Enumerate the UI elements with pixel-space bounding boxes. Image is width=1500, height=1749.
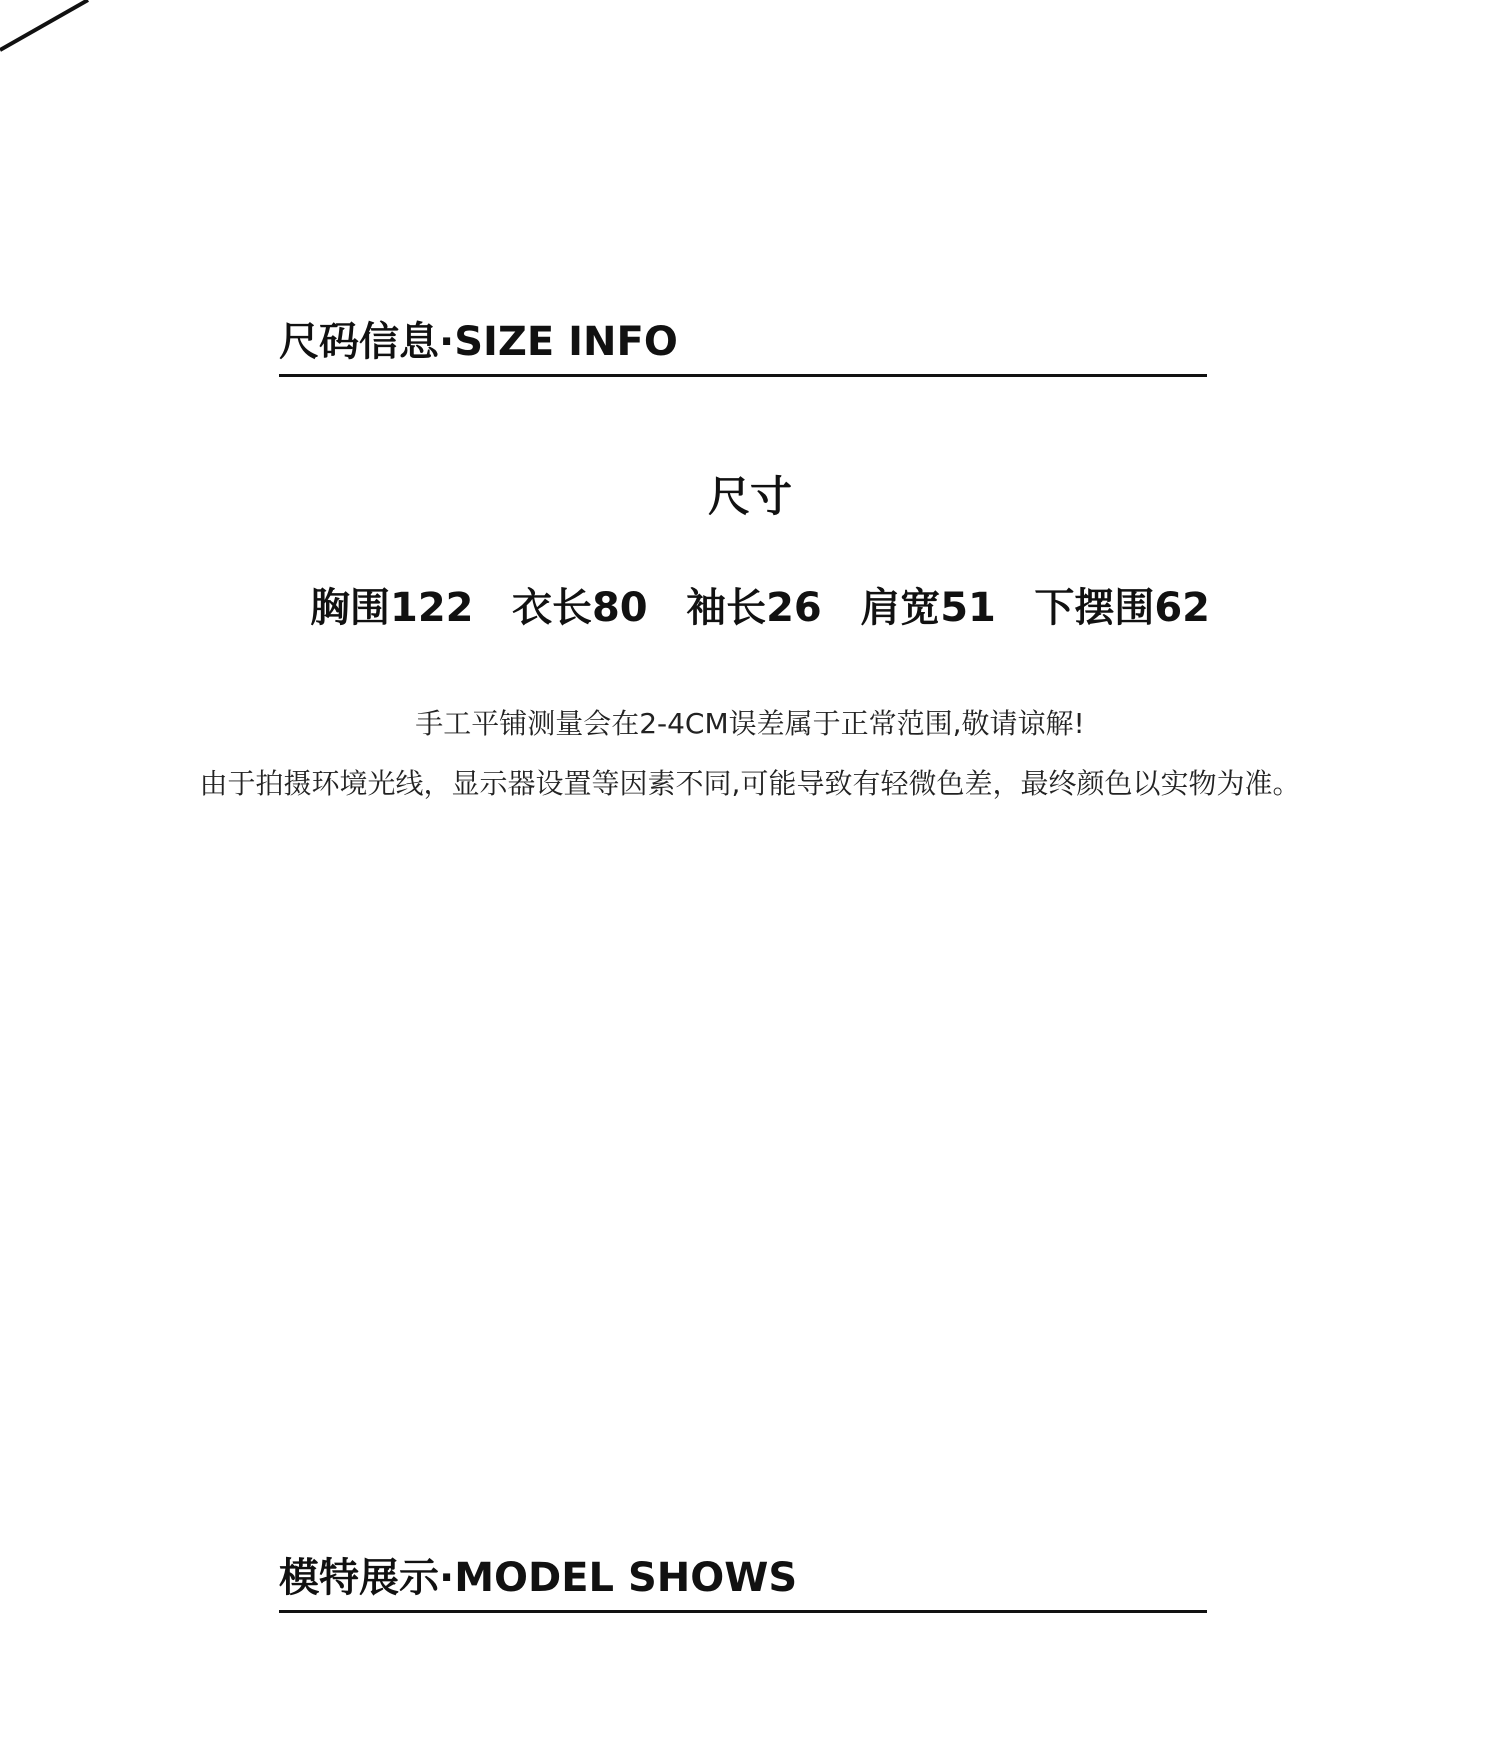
model-shows-divider bbox=[279, 1610, 1207, 1613]
measurement-sleeve: 袖长26 bbox=[686, 585, 822, 631]
measurement-shoulder: 肩宽51 bbox=[860, 585, 996, 631]
measurement-length: 衣长80 bbox=[511, 585, 648, 631]
size-info-divider bbox=[279, 374, 1207, 377]
measurements-row bbox=[310, 580, 1210, 636]
corner-decoration-line bbox=[0, 0, 120, 80]
model-shows-title: 模特展示·MODEL SHOWS bbox=[279, 1555, 798, 1601]
model-shows-header bbox=[279, 1554, 1207, 1613]
measurement-chest: 胸围122 bbox=[310, 585, 474, 631]
measurement-error-note: 手工平铺测量会在2-4CM误差属于正常范围,敬请谅解! bbox=[415, 707, 1085, 740]
size-info-title: 尺码信息·SIZE INFO bbox=[279, 319, 678, 365]
size-label: 尺寸 bbox=[707, 472, 792, 521]
size-info-header bbox=[279, 318, 1207, 377]
measurement-hem: 下摆围62 bbox=[1034, 585, 1210, 631]
color-difference-note: 由于拍摄环境光线，显示器设置等因素不同,可能导致有轻微色差，最终颜色以实物为准。 bbox=[199, 767, 1301, 800]
